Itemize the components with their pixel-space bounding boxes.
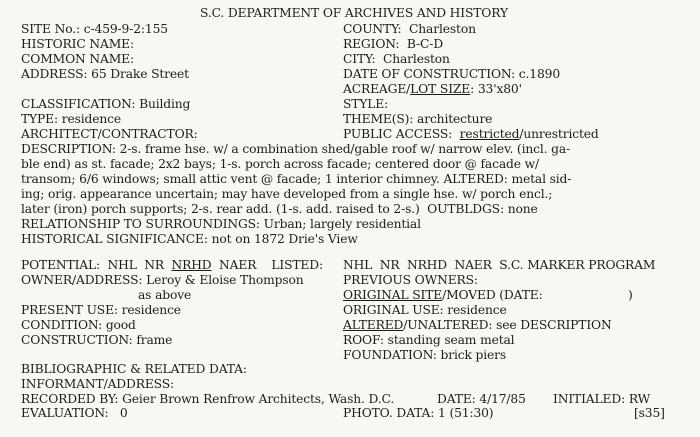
description-line: later (iron) porch supports; 2-s. rear add. (1-s. add. raised to 2-s.) OUTBLDGS: none (21, 202, 538, 216)
public-access-label: PUBLIC ACCESS: (343, 127, 460, 141)
moved-date-close: ) (628, 288, 633, 302)
altered-label: ALTERED (343, 318, 404, 332)
listed-options: NHL NR NRHD NAER S.C. MARKER PROGRAM (343, 258, 656, 272)
roof: ROOF: standing seam metal (343, 333, 515, 347)
owner-address-continued: as above (138, 288, 192, 302)
style: STYLE: (343, 97, 389, 111)
city: CITY: Charleston (343, 52, 450, 66)
address: ADDRESS: 65 Drake Street (21, 67, 189, 81)
original-use: ORIGINAL USE: residence (343, 303, 507, 317)
historic-name: HISTORIC NAME: (21, 37, 134, 51)
evaluation: EVALUATION: 0 (21, 406, 128, 420)
site-number: SITE No.: c-459-9-2:155 (21, 22, 168, 36)
historical-significance: HISTORICAL SIGNIFICANCE: not on 1872 Drie's View (21, 232, 358, 246)
moved-date-label: /MOVED (DATE: (442, 288, 543, 302)
informant-address: INFORMANT/ADDRESS: (21, 377, 174, 391)
public-access (343, 127, 599, 141)
access-unrestricted: /unrestricted (519, 127, 599, 141)
potential-listed: NAER LISTED: (211, 258, 323, 272)
department-header: S.C. DEPARTMENT OF ARCHIVES AND HISTORY (200, 6, 508, 20)
initialed: INITIALED: RW (553, 392, 651, 406)
lot-size-value: : 33'x80' (470, 82, 522, 96)
photo-data: PHOTO. DATA: 1 (51:30) (343, 406, 494, 420)
description-line: ble end) as st. facade; 2x2 bays; 1-s. porch across facade; centered door @ facade w/ (21, 157, 539, 171)
original-site-label: ORIGINAL SITE (343, 288, 443, 302)
foundation: FOUNDATION: brick piers (343, 348, 507, 362)
region: REGION: B-C-D (343, 37, 444, 51)
type: TYPE: residence (21, 112, 122, 126)
bibliographic-data: BIBLIOGRAPHIC & RELATED DATA: (21, 362, 247, 376)
potential (21, 258, 323, 272)
description-line: transom; 6/6 windows; small attic vent @ facade; 1 interior chimney. ALTERED: metal sid- (21, 172, 572, 186)
common-name: COMMON NAME: (21, 52, 134, 66)
present-use: PRESENT USE: residence (21, 303, 181, 317)
previous-owners: PREVIOUS OWNERS: (343, 273, 478, 287)
themes: THEME(S): architecture (343, 112, 493, 126)
owner-address: OWNER/ADDRESS: Leroy & Eloise Thompson (21, 273, 304, 287)
description-line: ing; orig. appearance uncertain; may have developed from a single hse. w/ porch encl.; (21, 187, 553, 201)
access-restricted: restricted (459, 127, 520, 141)
record-date: DATE: 4/17/85 (437, 392, 526, 406)
acreage-label: ACREAGE/ (343, 82, 411, 96)
classification: CLASSIFICATION: Building (21, 97, 191, 111)
lot-size-label: LOT SIZE (410, 82, 471, 96)
original-site-moved (343, 288, 543, 302)
potential-label: POTENTIAL: NHL NR (21, 258, 172, 272)
description-line: DESCRIPTION: 2-s. frame hse. w/ a combination shed/gable roof w/ narrow elev. (incl. ga- (21, 142, 571, 156)
sheet-stamp: [s35] (634, 406, 665, 420)
construction: CONSTRUCTION: frame (21, 333, 173, 347)
potential-nrhd: NRHD (171, 258, 212, 272)
county: COUNTY: Charleston (343, 22, 476, 36)
date-of-construction: DATE OF CONSTRUCTION: c.1890 (343, 67, 560, 81)
architect-contractor: ARCHITECT/CONTRACTOR: (21, 127, 198, 141)
condition: CONDITION: good (21, 318, 136, 332)
unaltered-label: /UNALTERED: see DESCRIPTION (403, 318, 612, 332)
recorded-by: RECORDED BY: Geier Brown Renfrow Architects, Wash. D.C. (21, 392, 395, 406)
altered-unaltered (343, 318, 612, 332)
acreage-lot-size (343, 82, 522, 96)
relationship-to-surroundings: RELATIONSHIP TO SURROUNDINGS: Urban; largely residential (21, 217, 421, 231)
